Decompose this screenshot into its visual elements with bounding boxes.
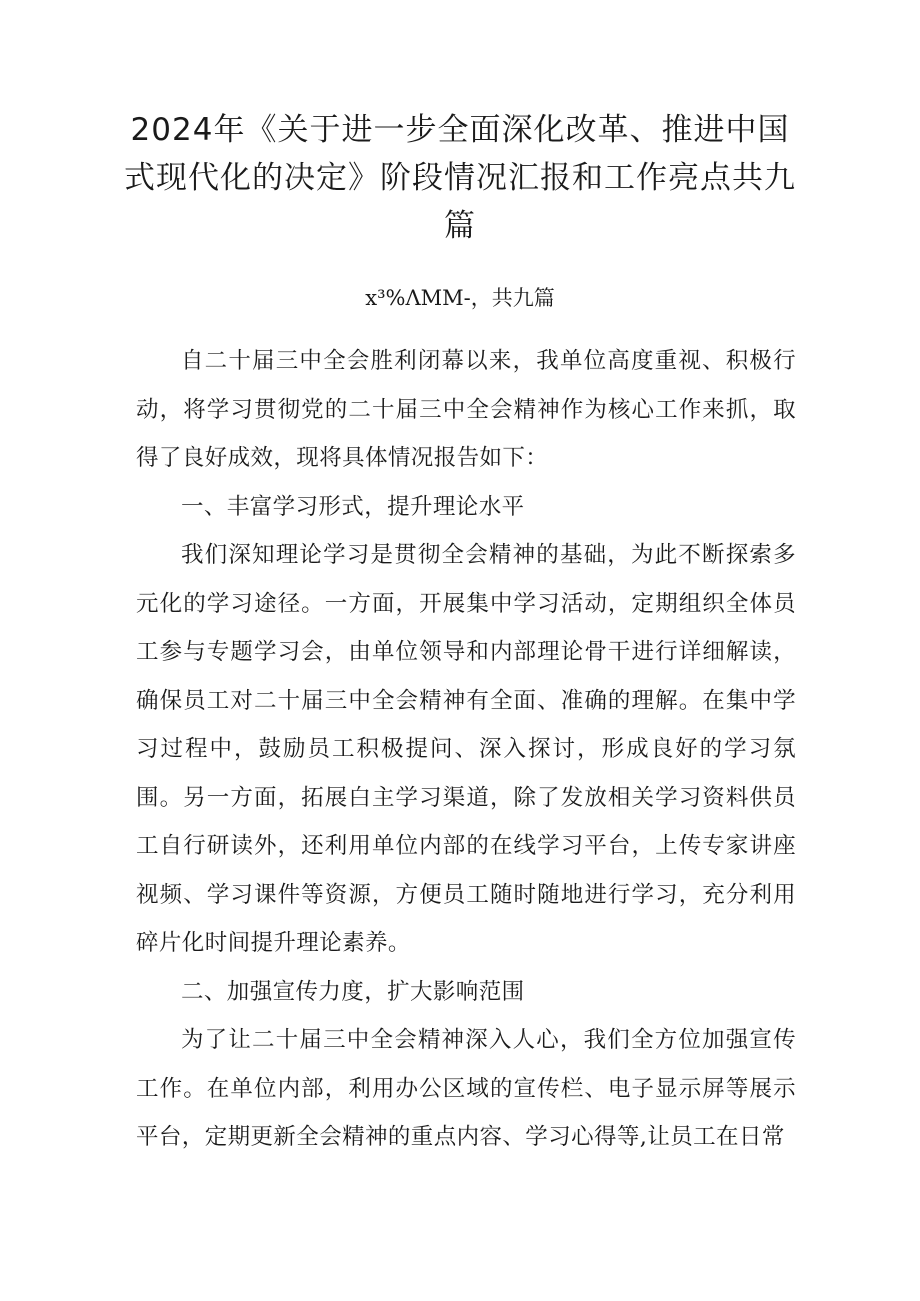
document-title: 2024年《关于进一步全面深化改革、推进中国式现代化的决定》阶段情况汇报和工作亮点共九篇 [124,112,796,244]
paragraph-section-2: 为了让二十届三中全会精神深入人心，我们全方位加强宣传工作。在单位内部，利用办公区域的宣传栏、电子显示屏等展示平台，定期更新全会精神的重点内容、学习心得等,让员工在日常 [136,1027,796,1150]
section-heading-1: 一、丰富学习形式，提升理论水平 [181,493,525,520]
section-heading-2: 二、加强宣传力度，扩大影响范围 [181,978,525,1005]
paragraph-section-1: 我们深知理论学习是贯彻全会精神的基础，为此不断探索多元化的学习途径。一方面，开展集中学习活动，定期组织全体员工参与专题学习会，由单位领导和内部理论骨干进行详细解读，确保员工对二十届三中全会精神有全面、准确的理解。在集中学习过程中，鼓励员工积极提问、深入探讨，形成良好的学习氛围。另一方面，拓展白主学习渠道，除了发放相关学习资料供员工自行研读外，还利用单位内部的在线学习平台，上传专家讲座视频、学习课件等资源，方便员工随时随地进行学习，充分利用碎片化时间提升理论素养。 [136,542,796,956]
paragraph-intro: 自二十届三中全会胜利闭幕以来，我单位高度重视、积极行动，将学习贯彻党的二十届三中全会精神作为核心工作来抓，取得了良好成效，现将具体情况报告如下： [136,348,796,471]
document-subtitle: x³%ΛMM-，共九篇 [365,286,555,310]
document-body [136,337,796,1162]
